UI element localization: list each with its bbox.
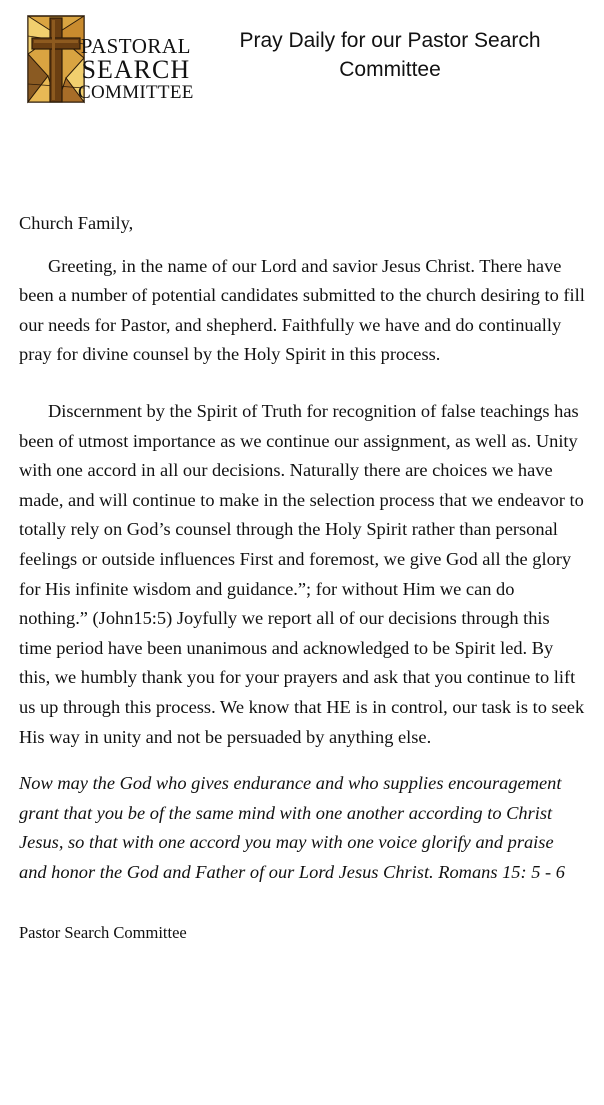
logo-line-search: SEARCH — [81, 55, 191, 84]
logo-line-committee: COMMITTEE — [78, 82, 194, 103]
logo-wordmark — [78, 36, 194, 102]
pastoral-search-committee-logo — [26, 14, 194, 104]
letter-salutation: Church Family, — [19, 213, 134, 233]
stained-glass-cross-icon — [26, 14, 86, 104]
letter-paragraph-discernment: Discernment by the Spirit of Truth for recognition of false teachings has been of utmost importance as we continue our assignment, as well as. Unity with one accord in all our decisions. Naturally there are choices we have made, and will continue to make in the selection process that we endeavor to totally rely on God’s counsel through the Holy Spirit rather than personal feelings or outside influences First and foremost, we give God all the glory for His infinite wisdom and guidance.”; for without Him we can do nothing.” (John15:5) Joyfully we report all of our decisions through this time period have been unanimous and acknowledged to be Spirit led. By this, we humbly thank you for your prayers and ask that you continue to lift us up through this process. We know that HE is in control, our task is to seek His way in unity and not be persuaded by anything else. — [19, 400, 585, 747]
letter-signature: Pastor Search Committee — [19, 923, 187, 943]
letter-body — [19, 209, 585, 948]
scripture-quote: Now may the God who gives endurance and who supplies encouragement grant that you be of the same mind with one another according to Christ Jesus, so that with one accord you may with one voice glorify and praise and honor the God and Father of our Lord Jesus Christ. Romans 15: 5 - 6 — [19, 773, 565, 882]
page-title: Pray Daily for our Pastor Search Committee — [239, 29, 541, 81]
logo-line-pastoral: PASTORAL — [80, 34, 191, 58]
letter-paragraph-greeting: Greeting, in the name of our Lord and savior Jesus Christ. There have been a number of potential candidates submitted to the church desiring to fill our needs for Pastor, and shepherd. Faithfully we have and do continually pray for divine counsel by the Holy Spirit in this process. — [19, 255, 585, 365]
